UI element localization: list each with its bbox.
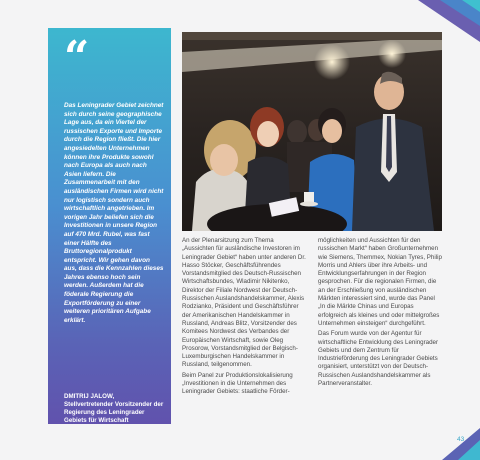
article-column-right (318, 237, 443, 390)
quote-author-role: Stellvertretender Vorsitzender der Regierung des Leningrader Gebiets für Wirtschaft (64, 401, 164, 425)
corner-decoration-bottom (442, 428, 480, 460)
quote-author: DMITRIJ JALOW, (64, 393, 115, 400)
quote-text: Das Leningrader Gebiet zeichnet sich durch seine geographische Lage aus, da ein Viertel der russischen Exporte und Importe durch die Region fließt. Die hier angesiedelten Unternehmen können ihre Produkte sowohl nach Europa als auch nach Asien liefern. Die Zusammenarbeit mit den ausländischen Firmen wird nicht nur logistisch sondern auch wirtschaftlich angetrieben. Im vorigen Jahr beliefen sich die Investitionen in unsere Region auf 470 Mrd. Rubel, was fast einer Hälfte des Bruttoregionalprodukt entspricht. Wir gehen davon aus, dass die Kennzahlen dieses Jahres ebenso hoch sein werden. Außerdem hat die föderale Regierung die Exportförderung zu einer weiteren prioritären Aufgabe erklärt. (64, 102, 164, 324)
quote-panel (48, 28, 171, 424)
event-photo (182, 32, 442, 231)
article-paragraph: Das Forum wurde von der Agentur für wirtschaftliche Entwicklung des Leningrader Gebiets und dem Zentrum für Industrieförderung des Leningrader Gebiets organisiert, unterstützt von der Deutsch-Russischen Auslandshandelskammer als Partnerveranstalter. (318, 330, 439, 388)
article-paragraph: An der Plenarsitzung zum Thema „Aussichten für ausländische Investoren im Leningrader Gebiet“ haben unter anderen Dr. Hasso Stöcker, Geschäftsführendes Vorstandsmitglied des Deutsch-Russischen Wirtschaftsbundes, Wladimir Nikitenko, Direktor der Filiale Nordwest der Deutsch-Russischen Auslandshandelskammer, Alexis Rodzianko, Präsident und Geschäftsführer der Amerikanischen Handelskammer in Russland, Andreas Blitz, Vorsitzender des Komitees Nordwest des Verbandes der Europäischen Wirtschaft, sowie Oleg Prosorow, Vorstandsmitglied der Belgisch-Luxemburgischen Handelskammer in Russland, teilgenommen. (182, 237, 306, 369)
page-number: 43 (457, 436, 465, 443)
article-column-left (182, 237, 307, 399)
article-paragraph: möglichkeiten und Aussichten für den russischen Markt“ haben Großunternehmen wie Siemens, Themmex, Nokian Tyres, Philip Morris und Ahlers über ihre Arbeits- und Entwicklungserfahrungen in der Region gesprochen. Für die regionalen Firmen, die an der Erschließung von ausländischen Märkten interessiert sind, wurde das Panel „In die Märkte Chinas und Europas erfolgreich als kleines und oder mittelgroßes Unternehmen einsteigen“ durchgeführt. (318, 237, 442, 327)
article-paragraph: Beim Panel zur Produktionslokalisierung „Investitionen in die Unternehmen des Leningrader Gebiets: staatliche Förder- (182, 371, 293, 396)
quote-mark-icon: “ (64, 32, 90, 83)
